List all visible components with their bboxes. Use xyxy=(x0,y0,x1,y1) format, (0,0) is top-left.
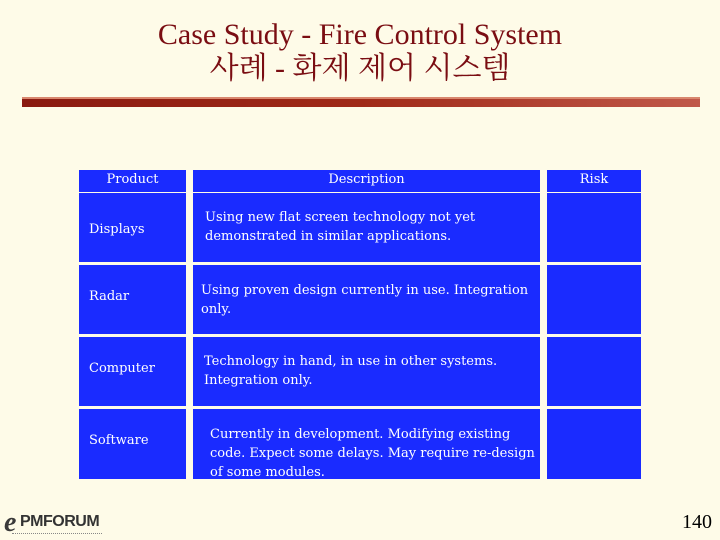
description-line: Currently in development. Modifying existing xyxy=(210,427,511,442)
table-row-product xyxy=(79,337,186,406)
table-row-risk xyxy=(547,337,641,406)
description-line: demonstrated in similar applications. xyxy=(205,229,452,244)
header-product-label: Product xyxy=(106,172,159,187)
table-row-risk xyxy=(547,265,641,334)
product-cell: Displays xyxy=(89,222,145,237)
header-product xyxy=(79,170,186,192)
table-row-risk xyxy=(547,193,641,262)
table-row-risk xyxy=(547,409,641,479)
logo-e-mark: e xyxy=(4,507,17,538)
header-risk-label: Risk xyxy=(579,172,609,187)
table-row-description xyxy=(193,337,540,406)
title-english: Case Study - Fire Control System xyxy=(157,18,563,51)
description-line: Using proven design currently in use. Integration xyxy=(201,283,529,298)
description-line: Integration only. xyxy=(204,373,313,388)
table-row-product xyxy=(79,193,186,262)
logo-tagline xyxy=(12,533,102,536)
table-row-product xyxy=(79,265,186,334)
title-korean: 사례 - 화제 제어 시스템 xyxy=(209,52,511,85)
table-row-description xyxy=(193,409,540,479)
description-line: code. Expect some delays. May require re-design xyxy=(210,446,535,461)
title-divider xyxy=(22,97,700,107)
header-description xyxy=(193,170,540,192)
product-cell: Computer xyxy=(89,361,155,376)
header-risk xyxy=(547,170,641,192)
slide-title xyxy=(0,18,720,86)
header-description-label: Description xyxy=(328,172,405,187)
logo-text: PMFORUM xyxy=(20,513,100,530)
description-line: only. xyxy=(201,302,232,317)
table-row-description xyxy=(193,193,540,262)
page-number: 140 xyxy=(682,511,712,533)
description-line: of some modules. xyxy=(210,465,325,480)
table-row-description xyxy=(193,265,540,334)
product-cell: Radar xyxy=(89,289,130,304)
table-row-product xyxy=(79,409,186,479)
description-line: Technology in hand, in use in other systems. xyxy=(204,354,498,369)
product-cell: Software xyxy=(89,433,149,448)
pmforum-logo xyxy=(4,507,104,538)
description-line: Using new flat screen technology not yet xyxy=(205,210,476,225)
